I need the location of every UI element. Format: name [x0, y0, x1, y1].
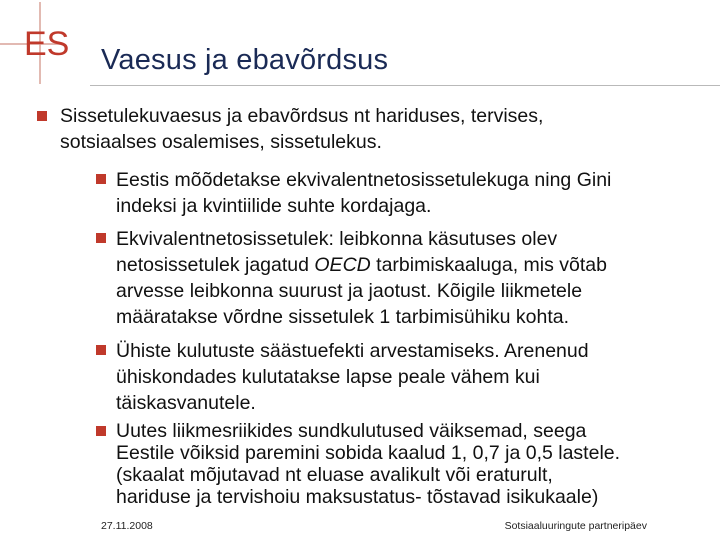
logo: [0, 0, 90, 90]
bullet-3-line-1: Ekvivalentnetosissetulek: leibkonna käsutuses olev: [116, 228, 558, 250]
bullet-3-line-2-part-b: tarbimiskaaluga, mis võtab: [370, 254, 608, 276]
bullet-square-icon: [37, 111, 47, 121]
slide-title: Vaesus ja ebavõrdsus: [101, 44, 389, 76]
bullet-4-line-1: Ühiste kulutuste säästuefekti arvestamiseks. Arenenud: [116, 340, 589, 362]
bullet-square-icon: [96, 426, 106, 436]
bullet-5-line-3: (skaalat mõjutavad nt eluase avalikult või eraturult,: [116, 464, 553, 486]
bullet-3-line-2: [116, 255, 607, 277]
bullet-1-line-2: sotsiaalses osalemises, sissetulekus.: [60, 131, 382, 153]
bullet-2-line-2: indeksi ja kvintiilide suhte kordajaga.: [116, 195, 432, 217]
footer-date: 27.11.2008: [101, 520, 153, 532]
bullet-3-line-2-part-a: netosissetulek jagatud: [116, 254, 315, 276]
bullet-3-line-4: määratakse võrdne sissetulek 1 tarbimisühiku kohta.: [116, 306, 570, 328]
logo-text: ES: [24, 25, 70, 63]
bullet-4-line-2: ühiskondades kulutatakse lapse peale vähem kui: [116, 366, 540, 388]
footer-event: Sotsiaaluuringute partneripäev: [504, 520, 647, 532]
title-divider: [90, 85, 720, 86]
bullet-square-icon: [96, 174, 106, 184]
bullet-1-line-1: Sissetulekuvaesus ja ebavõrdsus nt hariduses, tervises,: [60, 105, 544, 127]
bullet-3-oecd-term: OECD: [314, 254, 371, 276]
bullet-2-line-1: Eestis mõõdetakse ekvivalentnetosissetulekuga ning Gini: [116, 169, 612, 191]
bullet-square-icon: [96, 233, 106, 243]
bullet-3-line-3: arvesse leibkonna suurust ja jaotust. Kõigile liikmetele: [116, 280, 583, 302]
bullet-5-line-4: hariduse ja tervishoiu maksustatus- tõstavad isikukaale): [116, 486, 599, 508]
bullet-5-line-2: Eestile võiksid paremini sobida kaalud 1, 0,7 ja 0,5 lastele.: [116, 442, 621, 464]
bullet-5-line-1: Uutes liikmesriikides sundkulutused väiksemad, seega: [116, 420, 587, 442]
bullet-4-line-3: täiskasvanutele.: [116, 392, 256, 414]
bullet-square-icon: [96, 345, 106, 355]
